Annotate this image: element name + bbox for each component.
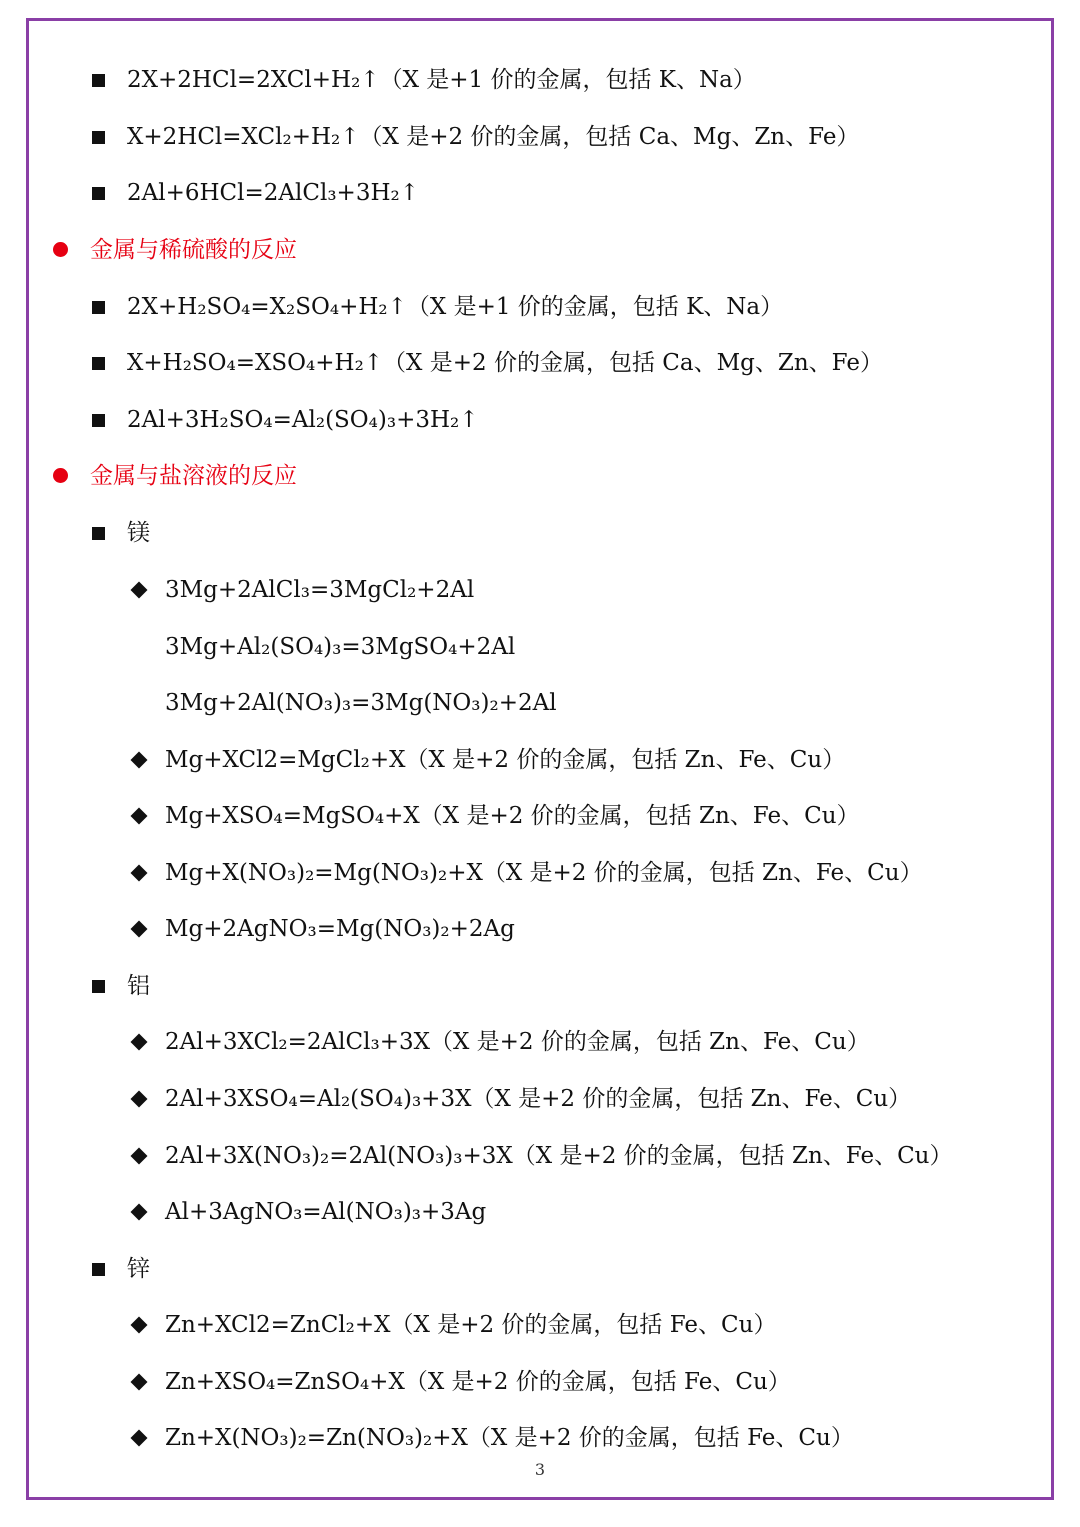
square-bullet-icon: [92, 980, 105, 993]
square-bullet-icon: [92, 187, 105, 200]
red-dot-bullet-icon: [53, 468, 68, 483]
square-bullet-icon: [92, 301, 105, 314]
square-bullet-icon: [92, 74, 105, 87]
square-bullet-icon: [92, 414, 105, 427]
square-bullet-icon: [92, 131, 105, 144]
square-bullet-icon: [92, 357, 105, 370]
page-number: 3: [534, 1460, 546, 1479]
red-dot-bullet-icon: [53, 242, 68, 257]
square-bullet-icon: [92, 1263, 105, 1276]
square-bullet-icon: [92, 527, 105, 540]
